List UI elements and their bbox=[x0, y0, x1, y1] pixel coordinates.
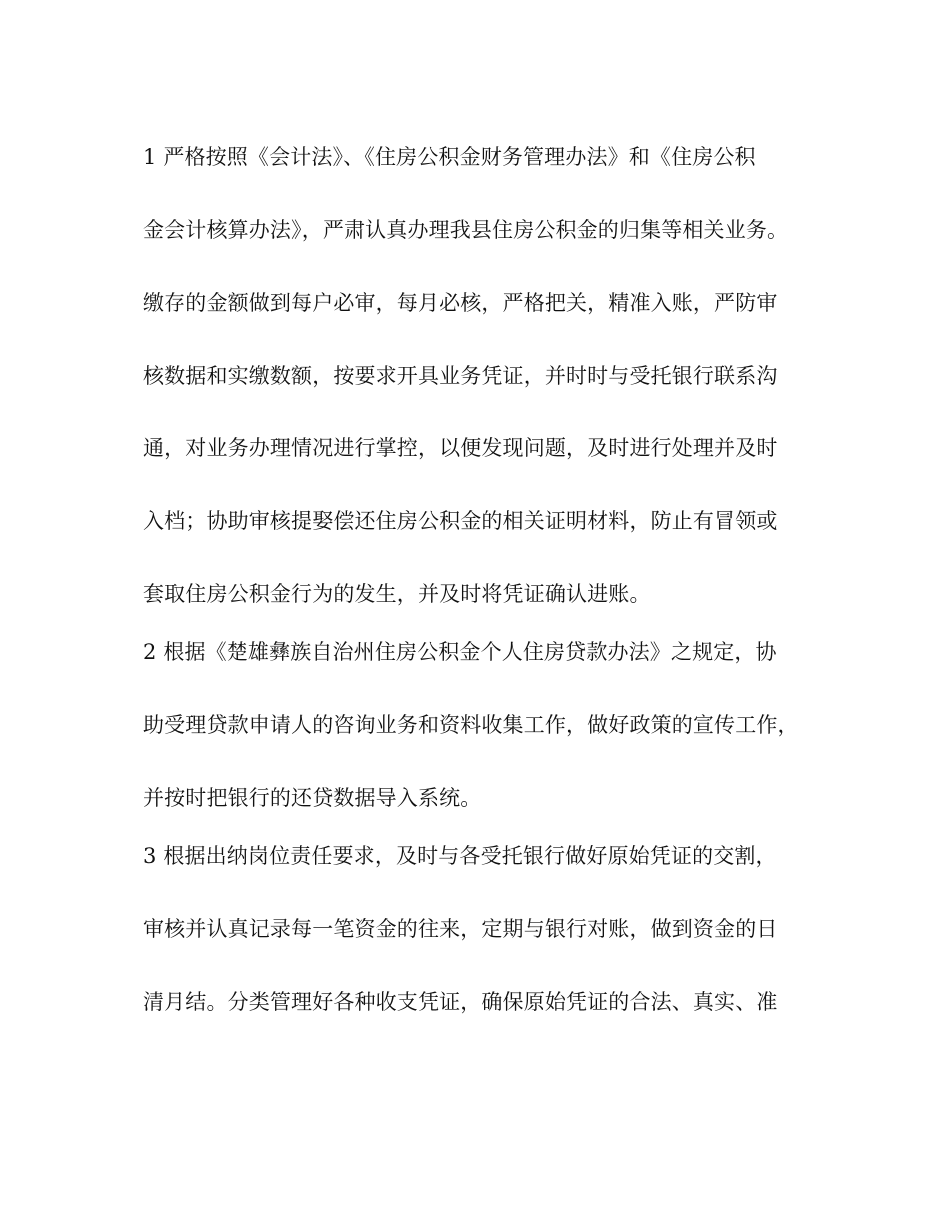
paragraph-3-line-3: 清月结。分类管理好各种收支凭证，确保原始凭证的合法、真实、准 bbox=[143, 990, 778, 1014]
paragraph-3-line-1: 3 根据出纳岗位责任要求，及时与各受托银行做好原始凭证的交割， bbox=[143, 844, 777, 868]
paragraph-1-line-6: 入档；协助审核提娶偿还住房公积金的相关证明材料，防止有冒领或 bbox=[143, 509, 778, 533]
paragraph-2-line-2: 助受理贷款申请人的咨询业务和资料收集工作，做好政策的宣传工作， bbox=[143, 713, 799, 737]
paragraph-2-line-3: 并按时把银行的还贷数据导入系统。 bbox=[143, 786, 482, 810]
paragraph-2-line-1: 2 根据《楚雄彝族自治州住房公积金个人住房贷款办法》之规定，协 bbox=[143, 640, 777, 664]
paragraph-1-line-3: 缴存的金额做到每户必审，每月必核，严格把关，精准入账，严防审 bbox=[143, 291, 778, 315]
paragraph-1-line-5: 通，对业务办理情况进行掌控，以便发现问题，及时进行处理并及时 bbox=[143, 436, 778, 460]
paragraph-3-line-2: 审核并认真记录每一笔资金的往来，定期与银行对账，做到资金的日 bbox=[143, 917, 778, 941]
paragraph-1-line-1: 1 严格按照《会计法》、《住房公积金财务管理办法》和《住房公积 bbox=[143, 145, 756, 169]
paragraph-1-line-4: 核数据和实缴数额，按要求开具业务凭证，并时时与受托银行联系沟 bbox=[143, 364, 778, 388]
paragraph-1-line-2: 金会计核算办法》，严肃认真办理我县住房公积金的归集等相关业务。 bbox=[143, 218, 789, 242]
paragraph-1-line-7: 套取住房公积金行为的发生，并及时将凭证确认进账。 bbox=[143, 582, 651, 606]
